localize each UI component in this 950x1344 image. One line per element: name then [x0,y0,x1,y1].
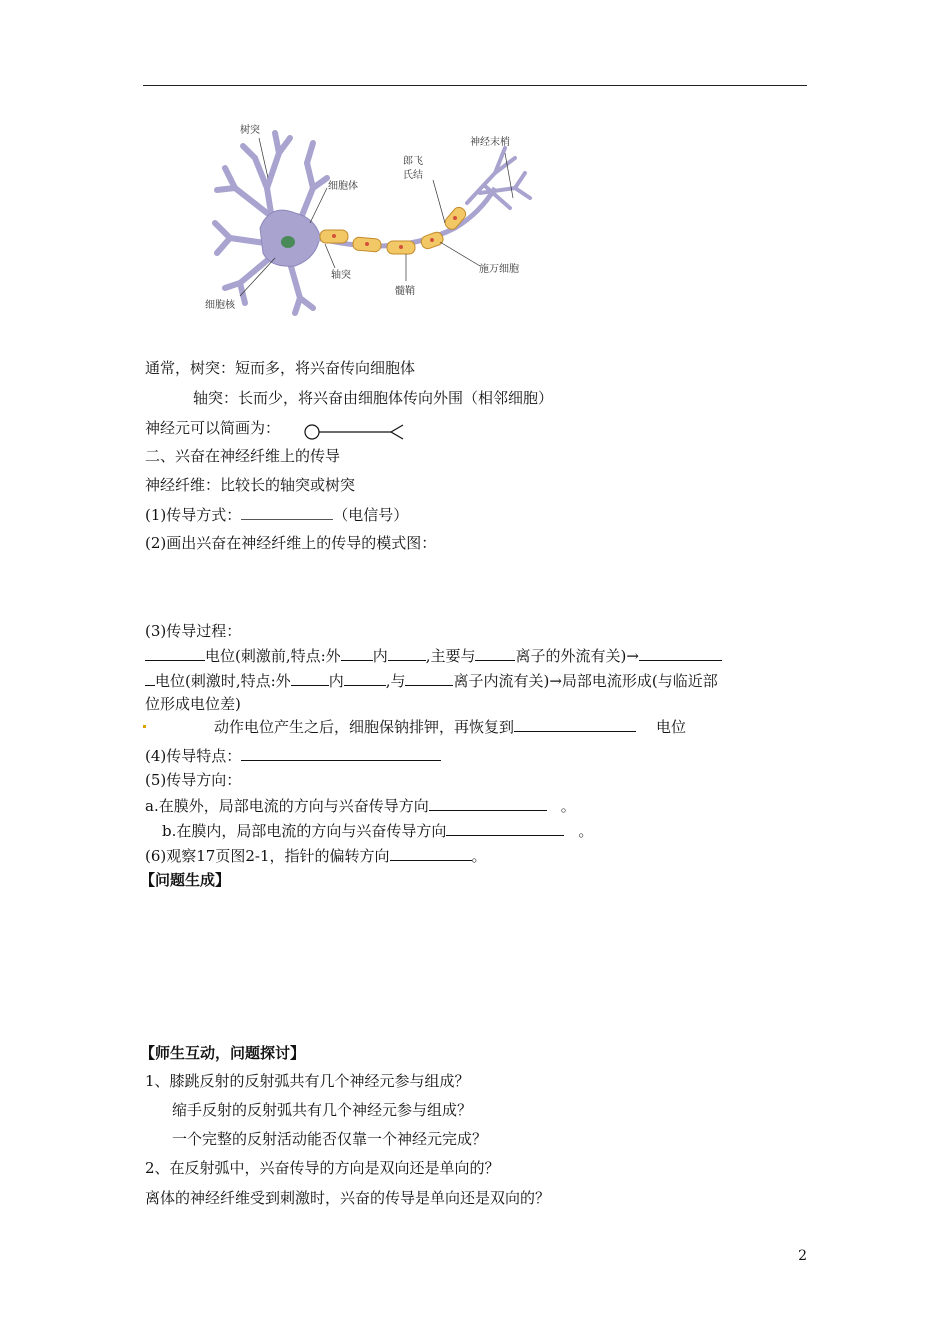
recovery-line [214,716,686,737]
simplified-neuron-icon [303,423,408,441]
inside-direction-blank[interactable] [446,820,564,836]
observe-figure-line [145,845,487,866]
conduction-feature-blank[interactable] [241,745,441,761]
electrical-signal-note: （电信号） [333,506,409,524]
conduction-mode-blank[interactable] [241,504,333,520]
conduction-process-label: (3)传导过程： [145,622,242,640]
question-2b: 离体的神经纤维受到刺激时，兴奋的传导是单向还是双向的？ [145,1189,551,1207]
conduction-feature-label: (4)传导特点： [145,747,242,765]
process-text-1a: 电位(刺激前,特点:外 [205,647,341,665]
header-rule [143,85,807,86]
process-text-1d: 离子的外流有关)→ [515,647,639,665]
dendrite-note: 通常，树突：短而多，将兴奋传向细胞体 [145,359,416,377]
conduction-mode-line [145,504,408,525]
question-1c: 一个完整的反射活动能否仅靠一个神经元完成？ [172,1130,488,1148]
process-line-2 [145,670,718,691]
recovery-potential-blank[interactable] [514,716,636,732]
neuron-diagram [195,118,545,318]
process-text-2d: 离子内流有关)→局部电流形成(与临近部 [453,672,718,690]
label-axon: 轴突 [331,270,351,281]
outside-membrane-line [145,795,576,816]
label-myelin: 髓鞘 [395,286,415,297]
inside-period: 。 [578,822,594,840]
conduction-direction-label: (5)传导方向： [145,771,242,789]
process-line-3: 位形成电位差) [145,695,241,713]
process-text-2b: 内 [328,672,344,690]
section-two-heading: 二、兴奋在神经纤维上的传导 [145,447,341,465]
question-1b: 缩手反射的反射弧共有几个神经元参与组成？ [172,1101,473,1119]
discussion-heading: 【师生互动，问题探讨】 [140,1044,306,1062]
observe-period: 。 [471,847,487,865]
process-text-1b: 内 [372,647,388,665]
recovery-text: 动作电位产生之后，细胞保钠排钾，再恢复到 [214,718,515,736]
process-text-2c: ,与 [385,672,406,690]
inside-membrane-text: b.在膜内，局部电流的方向与兴奋传导方向 [162,822,447,840]
inside-membrane-line [162,820,593,841]
outside-period: 。 [560,797,576,815]
label-ranvier-1: 郎飞 [403,156,423,167]
label-nerve-ending: 神经末梢 [470,137,510,148]
observe-figure-text: (6)观察17页图2-1，指针的偏转方向 [145,847,390,865]
action-potential-blank-b[interactable] [145,670,155,686]
nerve-fiber-definition: 神经纤维：比较长的轴突或树突 [145,476,356,494]
question-1: 1、膝跳反射的反射弧共有几个神经元参与组成？ [145,1072,470,1090]
process-text-1c: ,主要与 [425,647,476,665]
label-dendrite: 树突 [240,125,260,136]
conduction-feature-line [145,745,441,766]
outside-charge-blank[interactable] [341,645,373,661]
draw-diagram-prompt: (2)画出兴奋在神经纤维上的传导的模式图： [145,534,437,552]
stray-mark [143,725,146,728]
neuron-simplified-label: 神经元可以简画为： [145,419,281,437]
inside-charge-blank-2[interactable] [344,670,386,686]
efflux-ion-blank[interactable] [475,645,515,661]
process-line-1 [145,645,722,666]
recovery-potential-suffix: 电位 [656,718,687,736]
problem-generation-heading: 【问题生成】 [140,871,231,889]
conduction-mode-label: (1)传导方式： [145,506,242,524]
outside-direction-blank[interactable] [429,795,547,811]
neuron-simplified-text [145,418,280,438]
action-potential-blank-a[interactable] [639,645,722,661]
outside-charge-blank-2[interactable] [291,670,329,686]
label-schwann: 施万细胞 [479,264,519,275]
outside-membrane-text: a.在膜外，局部电流的方向与兴奋传导方向 [145,797,429,815]
process-text-2a: 电位(刺激时,特点:外 [155,672,291,690]
label-ranvier-2: 氏结 [403,170,423,181]
inside-charge-blank[interactable] [388,645,426,661]
axon-note: 轴突：长而少，将兴奋由细胞体传向外围（相邻细胞） [193,389,554,407]
needle-direction-blank[interactable] [390,845,472,861]
page-number: 2 [798,1248,807,1264]
resting-potential-blank[interactable] [145,645,205,661]
influx-ion-blank[interactable] [405,670,453,686]
question-2: 2、在反射弧中，兴奋传导的方向是双向还是单向的？ [145,1159,500,1177]
label-cell-body: 细胞体 [328,181,358,192]
label-nucleus: 细胞核 [205,300,235,311]
